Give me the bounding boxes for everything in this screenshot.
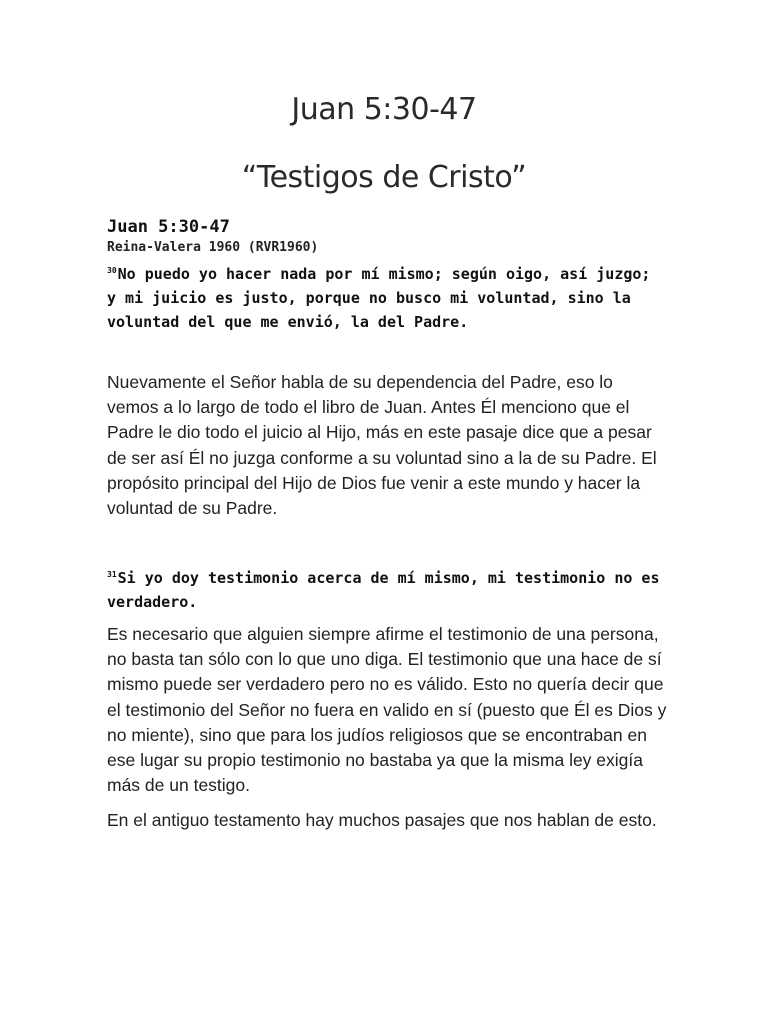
- document-title: Juan 5:30-47: [291, 92, 477, 127]
- verse-number: 30: [107, 266, 117, 275]
- verse-30: [107, 262, 667, 334]
- verse-text: No puedo yo hacer nada por mí mismo; según oigo, así juzgo; y mi juicio es justo, porque no busco mi voluntad, sino la voluntad del que me envió, la del Padre.: [107, 265, 651, 331]
- verse-number: 31: [107, 570, 117, 579]
- document-subtitle: “Testigos de Cristo”: [241, 160, 527, 195]
- commentary-paragraph-3: En el antiguo testamento hay muchos pasajes que nos hablan de esto.: [107, 810, 657, 830]
- scripture-reference: Juan 5:30-47: [107, 217, 230, 237]
- commentary-paragraph-2: Es necesario que alguien siempre afirme el testimonio de una persona, no basta tan sólo con lo que uno diga. El testimonio que una hace de sí mismo puede ser verdadero pero no es válido. Esto no quería decir que el testimonio del Señor no fuera en valido en sí (puesto que Él es Dios y no miente), sino que para los judíos religiosos que se encontraban en ese lugar su propio testimonio no bastaba ya que la misma ley exigía más de un testigo.: [107, 624, 667, 796]
- verse-31: [107, 566, 667, 614]
- commentary-paragraph-1: Nuevamente el Señor habla de su dependencia del Padre, eso lo vemos a lo largo de todo el libro de Juan. Antes Él menciono que el Padre le dio todo el juicio al Hijo, más en este pasaje dice que a pesar de ser así Él no juzga conforme a su voluntad sino a la de su Padre. El propósito principal del Hijo de Dios fue venir a este mundo y hacer la voluntad de su Padre.: [107, 372, 657, 519]
- verse-text: Si yo doy testimonio acerca de mí mismo, mi testimonio no es verdadero.: [107, 569, 660, 611]
- bible-version: Reina-Valera 1960 (RVR1960): [107, 240, 319, 255]
